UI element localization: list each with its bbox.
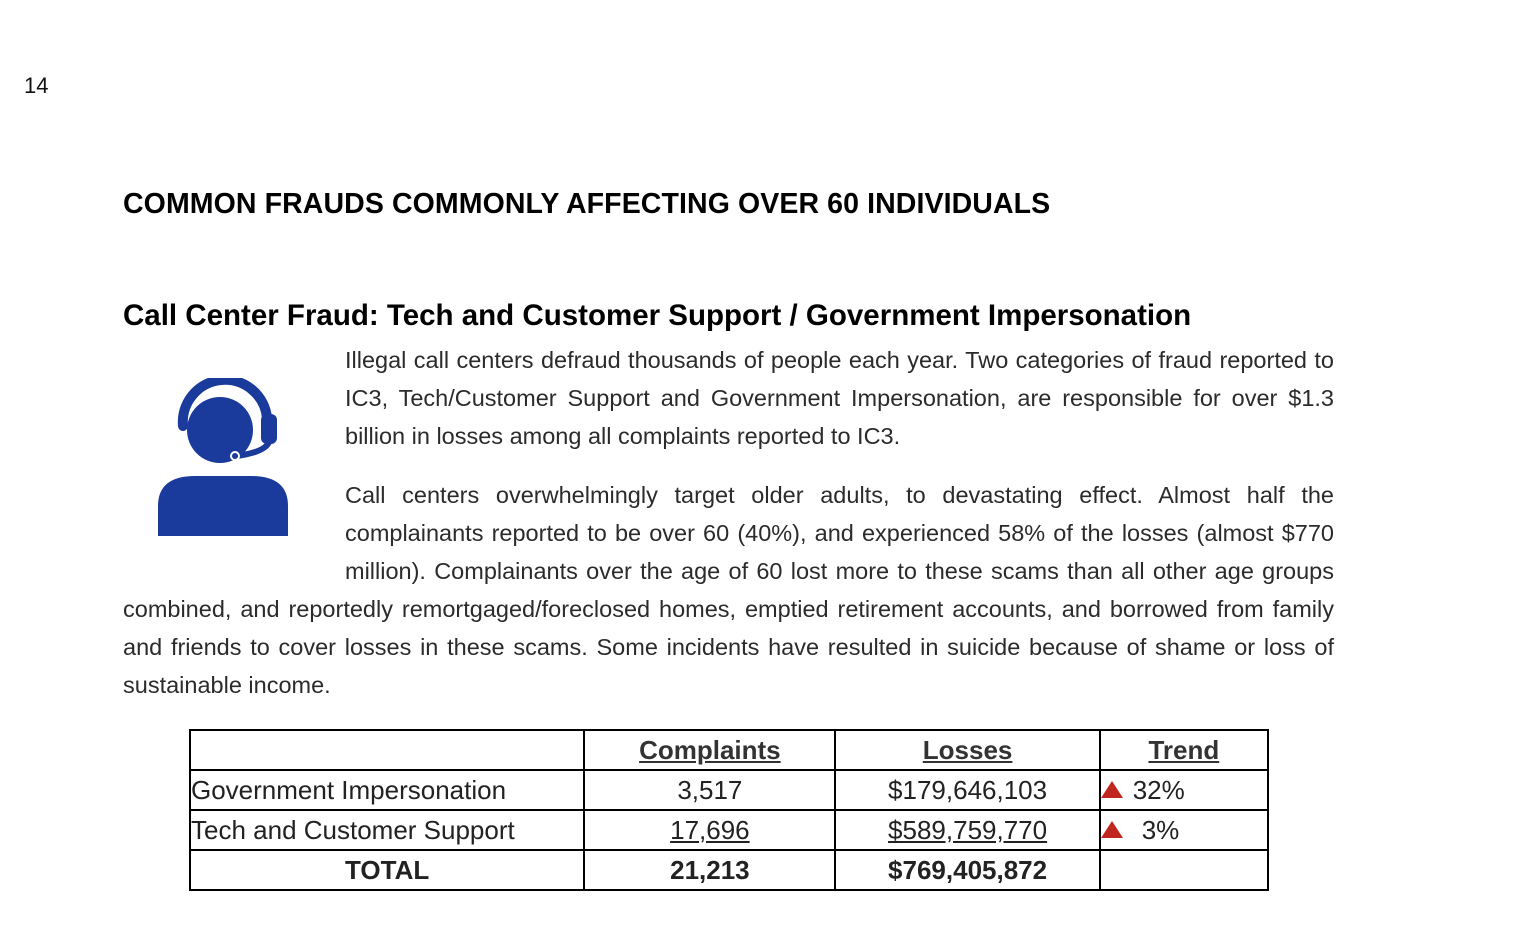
header-category [190, 730, 584, 770]
row-category: Tech and Customer Support [190, 810, 584, 850]
main-heading: COMMON FRAUDS COMMONLY AFFECTING OVER 60 INDIVIDUALS [123, 188, 1051, 220]
total-trend-empty [1100, 850, 1268, 890]
paragraph-2: Call centers overwhelmingly target older adults, to devastating effect. Almost half the complainants reported to be over 60 (40%), and experienced 58% of the losses (almost $770 million). Complainants over the age of 60 lost more to these scams than all other age groups combined, and reportedly remortgaged/foreclosed homes, emptied retirement accounts, and borrowed from family and friends to cover losses in these scams. Some incidents have resulted in suicide because of shame or loss of sustainable income. [123, 482, 1334, 698]
table-total-row [190, 850, 1268, 890]
row-trend: 32% [1100, 770, 1268, 810]
total-complaints: 21,213 [584, 850, 835, 890]
trend-up-arrow-icon [1101, 781, 1123, 798]
trend-up-arrow-icon [1101, 821, 1123, 838]
table-header-row [190, 730, 1268, 770]
header-losses: Losses [835, 730, 1099, 770]
table-row [190, 770, 1268, 810]
fraud-losses-table [189, 729, 1269, 891]
total-losses: $769,405,872 [835, 850, 1099, 890]
row-trend: 3% [1100, 810, 1268, 850]
row-category: Government Impersonation [190, 770, 584, 810]
row-losses: $589,759,770 [835, 810, 1099, 850]
table-row [190, 810, 1268, 850]
row-losses: $179,646,103 [835, 770, 1099, 810]
paragraph-1: Illegal call centers defraud thousands of people each year. Two categories of fraud reported to IC3, Tech/Customer Support and Government Impersonation, are responsible for over $1.3 billion in losses among all complaints reported to IC3. [345, 347, 1334, 449]
page-number: 14 [24, 73, 49, 98]
header-complaints: Complaints [584, 730, 835, 770]
row-complaints: 17,696 [584, 810, 835, 850]
row-complaints: 3,517 [584, 770, 835, 810]
total-label: TOTAL [190, 850, 584, 890]
section-heading: Call Center Fraud: Tech and Customer Support / Government Impersonation [123, 299, 1192, 332]
header-trend: Trend [1100, 730, 1268, 770]
